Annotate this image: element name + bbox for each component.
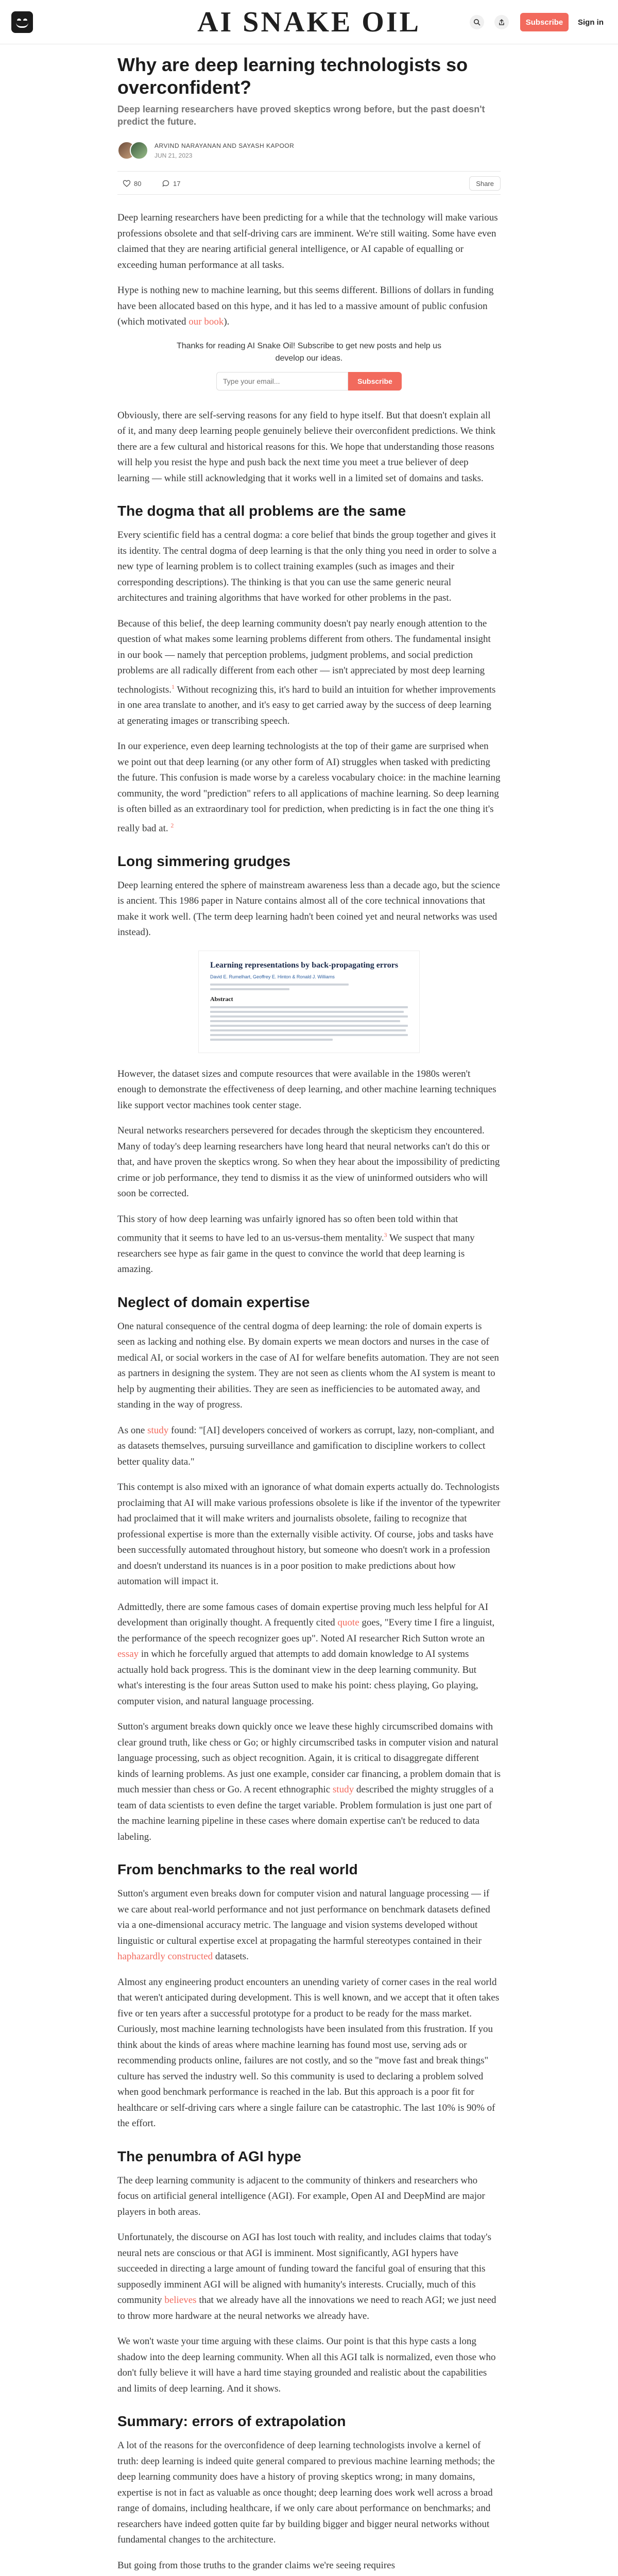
heart-icon	[123, 179, 131, 188]
paragraph: Neural networks researchers persevered for decades through the skepticism they encountered. Many of today's deep learning researchers have long heard that neural networks can't do this or that, and have proven the skeptics wrong. So when they hear about the impossibility of predicting crime or job performance, they tend to dismiss it as the view of uninformed outsiders who will soon be corrected.	[117, 1125, 500, 1199]
site-title[interactable]: AI SNAKE OIL	[197, 6, 421, 38]
subscribe-button[interactable]: Subscribe	[520, 13, 569, 31]
paper-meta-lines	[210, 984, 408, 990]
paragraph: Deep learning entered the sphere of mainstream awareness less than a decade ago, but the science is ancient. This 1986 paper in Nature contains almost all of the core technical innovations that make it work well. (The term deep learning hadn't been coined yet and neural networks was used instead).	[117, 879, 500, 938]
paragraph: But going from those truths to the grander claims we're seeing requires	[117, 2560, 395, 2571]
comment-count: 17	[173, 179, 181, 188]
comment-icon	[162, 179, 170, 188]
paragraph: As one study found: "[AI] developers conceived of workers as corrupt, lazy, non-compliant, and as datasets themselves, pursuing surveillance and gamification to discipline workers to collect better quality data."	[117, 1425, 494, 1467]
post-body	[117, 210, 501, 2573]
paragraph: One natural consequence of the central dogma of deep learning: the role of domain experts is seen as lacking and nothing else. By domain experts we mean doctors and nurses in the case of medical AI, or social workers in the case of AI for welfare benefits automation. They are not seen as partners in designing the system. They are not seen as clients whom the AI system is meant to help by augmenting their abilities. They are seen as inefficiencies to be automated away, and standing in the way of progress.	[117, 1320, 499, 1411]
section-heading: Long simmering grudges	[117, 853, 291, 869]
section-heading: The penumbra of AGI hype	[117, 2148, 301, 2164]
subscribe-widget	[165, 340, 453, 391]
paragraph: Obviously, there are self-serving reasons for any field to hype itself. But that doesn't explain all of it, and many deep learning people genuinely believe their overconfident predictions. We think there are a few cultural and historical reasons for this. We hope that understanding those reasons will help you resist the hype and push back the next time you meet a true believer of deep learning — while still acknowledging that it works well in a limited set of domains and tasks.	[117, 410, 496, 484]
paper-abstract-lines	[210, 1006, 408, 1041]
post-date: JUN 21, 2023	[154, 152, 193, 159]
share-button[interactable]: Share	[469, 176, 501, 191]
search-icon[interactable]	[470, 15, 484, 29]
author-avatar[interactable]	[130, 141, 148, 160]
post-title: Why are deep learning technologists so overconfident?	[117, 54, 468, 98]
paragraph: Deep learning researchers have been predicting for a while that the technology will make various professions obsolete and that self-driving cars are imminent. We're still waiting. Some have even claimed that they are nearing artificial general intelligence, or AI capable of equalling or exceeding human performance at all tasks.	[117, 212, 498, 270]
paragraph: Admittedly, there are some famous cases of domain expertise proving much less helpful for AI development than originally thought. A frequently cited quote goes, "Every time I fire a linguist, the performance of the speech recognizer goes up". Noted AI researcher Rich Sutton wrote an essay in which he forcefully argued that attempts to add domain knowledge to AI systems actually hold back progress. This is the dominant view in the deep learning community. But what's interesting is the four areas Sutton used to make his point: chess playing, Go playing, computer vision, and natural language processing.	[117, 1601, 495, 1707]
share-icon[interactable]	[494, 15, 509, 29]
paper-authors: David E. Rumelhart, Geoffrey E. Hinton & Ronald J. Williams	[210, 974, 335, 979]
section-heading: Neglect of domain expertise	[117, 1294, 310, 1310]
inline-link[interactable]: believes	[164, 2295, 197, 2306]
email-input[interactable]	[216, 372, 348, 391]
paragraph: Sutton's argument breaks down quickly once we leave these highly circumscribed domains with clear ground truth, like chess or Go; or highly circumscribed tasks in computer vision and natural language processing, such as object recognition. Again, it is critical to disaggregate different kinds of learning problems. As just one example, consider car financing, a problem domain that is much messier than chess or Go. A recent ethnographic study described the mighty struggles of a team of data scientists to even define the target variable. Problem formulation is just one part of the machine learning pipeline in these cases where domain expertise can't be reduced to data labeling.	[117, 1721, 501, 1842]
paragraph: In our experience, even deep learning technologists at the top of their game are surprised when we point out that deep learning (or any other form of AI) struggles when tasked with predicting the future. This confusion is made worse by a careless vocabulary choice: in the machine learning community, the word "prediction" refers to all applications of machine learning. So deep learning is often billed as an extraordinary tool for prediction, when predicting is in fact the one thing it's really bad at. $^2$	[117, 741, 501, 834]
like-count: 80	[134, 179, 142, 188]
paragraph: Unfortunately, the discourse on AGI has lost touch with reality, and includes claims that today's neural nets are conscious or that AGI is imminent. Most significantly, AGI hypers have succeeded in directing a large amount of funding toward the fanciful goal of ensuring that this supposedly imminent AGI will be aligned with humanity's interests. Crucially, much of this community believes that we already have all the innovations we need to reach AGI; we just need to throw more hardware at the neural networks we already have.	[117, 2232, 496, 2321]
inline-link[interactable]: study	[147, 1425, 169, 1436]
paragraph: This contempt is also mixed with an ignorance of what domain experts actually do. Technologists proclaiming that AI will make various professions obsolete is like if the inventor of the typewriter had proclaimed that it will make writers and journalists obsolete, failing to recognize that professional expertise is more than the externally visible activity. Of course, jobs and tasks have been successfully automated throughout history, but someone who doesn't work in a profession and doesn't understand its nuances is in a poor position to make predictions about how automation will impact it.	[117, 1482, 501, 1587]
inline-link[interactable]: our book	[188, 316, 224, 327]
top-bar	[0, 0, 618, 44]
post-action-bar	[117, 171, 501, 195]
paragraph: We won't waste your time arguing with these claims. Our point is that this hype casts a long shadow into the deep learning community. When all this AGI talk is normalized, even those who don't fully believe it will have a hard time staying grounded and realistic about the capabilities and limits of deep learning. And it shows.	[117, 2336, 496, 2394]
paragraph: Hype is nothing new to machine learning, but this seems different. Billions of dollars in funding have been allocated based on this hype, and it has led to a massive amount of public confusion (which motivated our book).	[117, 285, 494, 327]
paper-abstract-heading: Abstract	[210, 995, 233, 1003]
paper-screenshot-image[interactable]	[198, 951, 420, 1053]
subscribe-submit-button[interactable]: Subscribe	[348, 372, 402, 391]
like-button[interactable]	[117, 177, 146, 190]
paper-title: Learning representations by back-propagating errors	[210, 960, 399, 970]
section-heading: The dogma that all problems are the same	[117, 503, 406, 519]
footnote-link[interactable]: 2	[170, 821, 174, 829]
paragraph: Every scientific field has a central dogma: a core belief that binds the group together and gives it its identity. The central dogma of deep learning is that the only thing you need in order to solve a new type of learning problem is to collect training examples (such as images and their corresponding descriptions). The thinking is that you can use the same generic neural architectures and training algorithms that have worked for other problems in the past.	[117, 530, 497, 603]
sign-in-button[interactable]: Sign in	[573, 13, 609, 31]
inline-link[interactable]: haphazardly constructed	[117, 1951, 213, 1962]
inline-link[interactable]: quote	[337, 1617, 359, 1629]
comments-button[interactable]	[157, 177, 185, 190]
byline	[117, 139, 501, 164]
paragraph: Because of this belief, the deep learning community doesn't pay nearly enough attention to the question of what makes some learning problems different from others. The fundamental insight in our book — namely that perception problems, judgment problems, and social prediction problems are all radically different from each other — isn't appreciated by most deep learning technologists.$^1$ Without recognizing this, it's hard to build an intuition for whether improvements in one area translate to another, and it's easy to get carried away by the success of deep learning at generating images or transcribing speech.	[117, 618, 496, 726]
paragraph: The deep learning community is adjacent to the community of thinkers and researchers who focus on artificial general intelligence (AGI). For example, Open AI and DeepMind are major players in both areas.	[117, 2175, 485, 2217]
section-heading: Summary: errors of extrapolation	[117, 2413, 346, 2430]
section-heading: From benchmarks to the real world	[117, 1861, 358, 1878]
paragraph: This story of how deep learning was unfairly ignored has so often been told within that community that it seems to have led to an us-versus-them mentality.$^3$ We suspect that many researchers see hype as fair game in the quest to convince the world that deep learning is amazing.	[117, 1213, 475, 1275]
footnote-link[interactable]: 3	[384, 1231, 387, 1239]
paragraph: Almost any engineering product encounters an unending variety of corner cases in the real world that weren't anticipated during development. This is well known, and we accept that it often takes five or ten years after a successful prototype for a product to be ready for the mass market. Curiously, most machine learning technologists have been insulated from this frustration. If you think about the kinds of areas where machine learning has found most use, serving ads or recommending products online, failures are not costly, and so the "move fast and break things" culture has served the industry well. So this community is used to declaring a problem solved when good benchmark performance is reached in the lab. But this approach is a poor fit for healthcare or self-driving cars where a single failure can be catastrophic. The last 10% is 90% of the effort.	[117, 1976, 500, 2129]
subscribe-form	[216, 372, 402, 391]
post-subtitle: Deep learning researchers have proved skeptics wrong before, but the past doesn't predict the future.	[117, 104, 485, 127]
subscribe-promo: Thanks for reading AI Snake Oil! Subscribe to get new posts and help us develop our ideas.	[176, 341, 442, 363]
paragraph: Sutton's argument even breaks down for computer vision and natural language processing — if we care about real-world performance and not just performance on benchmark datasets defined via a one-dimensional accuracy metric. The language and vision systems developed without linguistic or cultural expertise excel at propagating the harmful stereotypes contained in their haphazardly constructed datasets.	[117, 1888, 490, 1962]
article	[117, 54, 501, 2576]
paragraph: However, the dataset sizes and compute resources that were available in the 1980s weren't enough to demonstrate the effectiveness of deep learning, and other machine learning techniques like support vector machines took center stage.	[117, 1068, 496, 1111]
inline-link[interactable]: essay	[117, 1649, 139, 1660]
footnote-link[interactable]: 1	[171, 683, 175, 690]
author-names[interactable]: ARVIND NARAYANAN AND SAYASH KAPOOR	[154, 142, 295, 149]
inline-link[interactable]: study	[332, 1784, 354, 1795]
paragraph: A lot of the reasons for the overconfidence of deep learning technologists involve a kernel of truth: deep learning is indeed quite general compared to previous machine learning methods; the deep learning community does have a history of proving skeptics wrong; in many domains, expertise is not in fact as valuable as once thought; deep learning does work well across a broad range of domains, including healthcare, if we only care about performance on benchmarks; and researchers have indeed gotten quite far by building bigger and bigger neural networks without fundamental changes to the architecture.	[117, 2440, 495, 2546]
